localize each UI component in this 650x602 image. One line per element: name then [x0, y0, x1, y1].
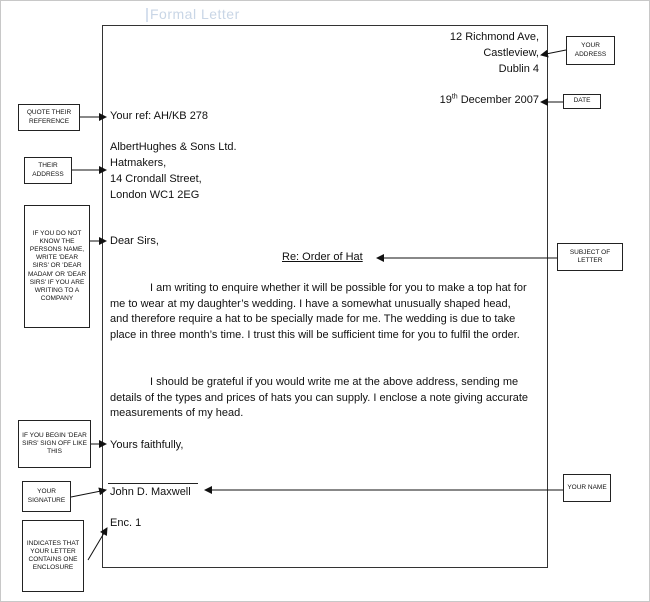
page-title: Formal Letter: [150, 6, 240, 22]
recipient-line-2: Hatmakers,: [110, 157, 167, 169]
subject-line: Re: Order of Hat: [282, 251, 363, 263]
sender-address-line-2: Castleview,: [483, 47, 539, 59]
body-paragraph-1: I am writing to enquire whether it will be possible for you to make a top hat for me to wear at my daughter’s wedding. I have a somewhat unusually shaped head, and therefore require a hat to be specially made for me. The wedding is due to take place in three month’s time. I trust this will be sufficient time for you to fulfil the order.: [110, 282, 527, 341]
arrow-your-address: [541, 50, 566, 55]
annotation-sign-off: IF YOU BEGIN 'DEAR SIRS' SIGN OFF LIKE THIS: [18, 420, 91, 468]
annotation-date: DATE: [563, 94, 601, 109]
arrow-enclosure: [88, 528, 107, 560]
annotation-your-address: YOUR ADDRESS: [566, 36, 615, 65]
salutation: Dear Sirs,: [110, 235, 159, 247]
enclosure-line: Enc. 1: [110, 517, 142, 529]
annotation-your-name: YOUR NAME: [563, 474, 611, 502]
annotation-your-signature: YOUR SIGNATURE: [22, 481, 71, 512]
sender-address-line-1: 12 Richmond Ave,: [449, 31, 539, 43]
letter-date: 19th December 2007: [439, 93, 539, 106]
body-paragraph-2: I should be grateful if you would write me at the above address, sending me details of the types and prices of hats you can supply. I enclose a note giving accurate measurements of my head.: [110, 376, 529, 419]
your-reference: Your ref: AH/KB 278: [110, 110, 209, 122]
sender-address-line-3: Dublin 4: [498, 63, 539, 75]
recipient-line-4: London WC1 2EG: [110, 189, 200, 201]
annotation-quote-reference: QUOTE THEIR REFERENCE: [18, 104, 80, 131]
annotation-their-address: THEIR ADDRESS: [24, 157, 72, 184]
closing: Yours faithfully,: [110, 439, 184, 451]
recipient-line-3: 14 Crondall Street,: [110, 173, 202, 185]
annotation-unknown-name: IF YOU DO NOT KNOW THE PERSONS NAME, WRITE 'DEAR SIRS' OR 'DEAR MADAM' OR 'DEAR SIRS' IF YOU ARE WRITING TO A COMPANY: [24, 205, 90, 328]
annotation-enclosure-note: INDICATES THAT YOUR LETTER CONTAINS ONE ENCLOSURE: [22, 520, 84, 592]
signature-name: John D. Maxwell: [110, 486, 191, 498]
annotation-subject-of-letter: SUBJECT OF LETTER: [557, 243, 623, 271]
arrow-signature: [71, 490, 106, 497]
recipient-line-1: AlbertHughes & Sons Ltd.: [110, 141, 237, 153]
